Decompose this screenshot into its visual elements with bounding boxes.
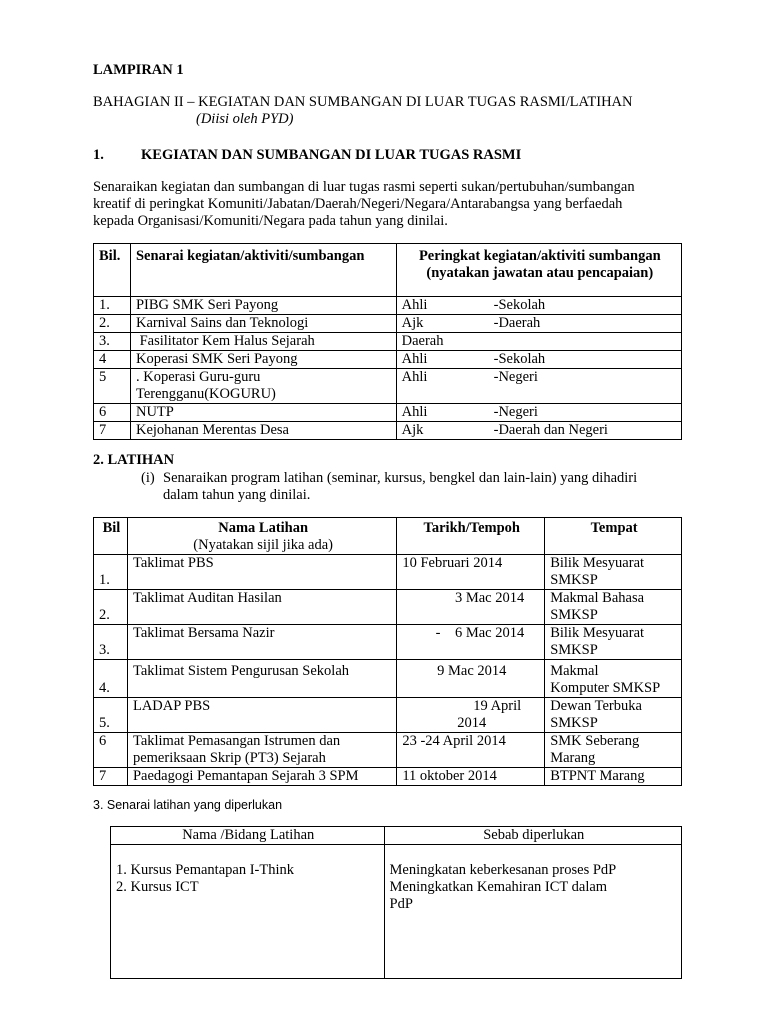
cell-jawatan: Ajk <box>401 315 424 331</box>
cell-bil: 7 <box>94 768 128 786</box>
cell-peringkat <box>396 422 681 440</box>
cell-bil: 2. <box>94 590 128 625</box>
header-sebab: Sebab diperlukan <box>384 827 682 845</box>
cell-nama: Taklimat PBS <box>127 555 396 590</box>
cell-jawatan: Ahli <box>401 351 428 367</box>
cell-nama-line: 1. Kursus Pemantapan I-Think <box>116 862 294 878</box>
table-row <box>111 845 682 979</box>
header-nama <box>127 518 396 555</box>
training-table <box>93 517 682 786</box>
cell-senarai: Koperasi SMK Seri Payong <box>130 351 396 369</box>
header-nama-bidang: Nama /Bidang Latihan <box>111 827 385 845</box>
cell-tempat-line: Bilik Mesyuarat <box>550 555 645 571</box>
cell-tempat <box>545 698 682 733</box>
table-row <box>94 422 682 440</box>
cell-bil: 7 <box>94 422 131 440</box>
cell-tempat-line: Makmal Bahasa <box>550 590 645 606</box>
section1-number: 1. <box>93 147 104 163</box>
cell-tarikh: 9 Mac 2014 <box>397 660 545 698</box>
cell-peringkat <box>396 351 681 369</box>
cell-tarikh-line: 2014 <box>457 715 487 731</box>
cell-nama-line: 2. Kursus ICT <box>116 879 199 895</box>
table-row <box>94 351 682 369</box>
cell-tempat-line: SMKSP <box>550 715 598 731</box>
cell-level: -Daerah dan Negeri <box>493 422 608 438</box>
cell-senarai <box>130 369 396 404</box>
table-row <box>94 333 682 351</box>
cell-senarai: NUTP <box>130 404 396 422</box>
para-line: Senaraikan kegiatan dan sumbangan di luar tugas rasmi seperti sukan/pertubuhan/sumbangan <box>93 179 635 195</box>
cell-bil: 1. <box>94 297 131 315</box>
cell-level: -Negeri <box>493 369 538 385</box>
lampiran-heading: LAMPIRAN 1 <box>93 62 184 78</box>
cell-tempat-line: SMKSP <box>550 642 598 658</box>
cell-level: -Daerah <box>493 315 541 331</box>
cell-tempat-line: Bilik Mesyuarat <box>550 625 645 641</box>
cell-sebab-line: Meningkatan keberkesanan proses PdP <box>389 862 617 878</box>
cell-tarikh-line: 19 April <box>473 698 522 714</box>
para-line: kreatif di peringkat Komuniti/Jabatan/Daerah/Negeri/Negara/Antarabangsa yang berfaedah <box>93 196 623 212</box>
cell-tempat-line: Marang <box>550 750 596 766</box>
section2-item-number: (i) <box>141 470 155 486</box>
section1-paragraph <box>93 179 733 230</box>
cell-bil: 5 <box>94 369 131 404</box>
table-row <box>94 555 682 590</box>
cell-tempat-line: Makmal <box>550 663 599 679</box>
diisi-note: (Diisi oleh PYD) <box>196 111 294 127</box>
section2-item-text <box>163 470 703 504</box>
bahagian-heading: BAHAGIAN II – KEGIATAN DAN SUMBANGAN DI LUAR TUGAS RASMI/LATIHAN <box>93 94 633 110</box>
cell-level: -Sekolah <box>493 351 546 367</box>
table-row <box>94 590 682 625</box>
table-row <box>94 698 682 733</box>
cell-sebab-line: Meningkatkan Kemahiran ICT dalam <box>389 879 608 895</box>
cell-tarikh: - 6 Mac 2014 <box>397 625 545 660</box>
cell-nama: Paedagogi Pemantapan Sejarah 3 SPM <box>127 768 396 786</box>
table-row <box>94 625 682 660</box>
cell-tempat-line: Dewan Terbuka <box>550 698 642 714</box>
table-row <box>94 404 682 422</box>
header-nama-line1: Nama Latihan <box>218 520 309 536</box>
activities-table <box>93 243 682 440</box>
para-line: dalam tahun yang dinilai. <box>163 487 311 503</box>
header-bil: Bil. <box>94 244 131 297</box>
cell-bil: 2. <box>94 315 131 333</box>
cell-jawatan: Ahli <box>401 297 428 313</box>
cell-peringkat <box>396 333 681 351</box>
cell-tempat-line: SMKSP <box>550 572 598 588</box>
table-row <box>94 768 682 786</box>
cell-jawatan: Ahli <box>401 404 428 420</box>
cell-tempat <box>545 660 682 698</box>
cell-nama-line: pemeriksaan Skrip (PT3) Sejarah <box>132 750 326 766</box>
header-peringkat-line1: Peringkat kegiatan/aktiviti sumbangan <box>418 248 661 264</box>
cell-bil: 1. <box>94 555 128 590</box>
cell-nama: Taklimat Bersama Nazir <box>127 625 396 660</box>
cell-nama-line: Taklimat Pemasangan Istrumen dan <box>132 733 341 749</box>
table-header-row <box>94 518 682 555</box>
cell-tarikh: 3 Mac 2014 <box>397 590 545 625</box>
table-row <box>94 733 682 768</box>
table-header-row <box>111 827 682 845</box>
cell-sebab-line: PdP <box>389 896 413 912</box>
section1-title: KEGIATAN DAN SUMBANGAN DI LUAR TUGAS RASMI <box>141 147 522 163</box>
cell-tempat-line: Komputer SMKSP <box>550 680 661 696</box>
cell-tempat <box>545 555 682 590</box>
table-row <box>94 369 682 404</box>
cell-nama <box>127 733 396 768</box>
header-bil: Bil <box>94 518 128 555</box>
cell-jawatan: Ahli <box>401 369 428 385</box>
cell-bil: 6 <box>94 733 128 768</box>
cell-nama: Taklimat Sistem Pengurusan Sekolah <box>127 660 396 698</box>
cell-jawatan: Daerah <box>401 333 444 349</box>
cell-bil: 5. <box>94 698 128 733</box>
header-senarai: Senarai kegiatan/aktiviti/sumbangan <box>130 244 396 297</box>
cell-senarai: Kejohanan Merentas Desa <box>130 422 396 440</box>
table-header-row <box>94 244 682 297</box>
cell-peringkat <box>396 369 681 404</box>
header-peringkat <box>396 244 681 297</box>
cell-senarai: Karnival Sains dan Teknologi <box>130 315 396 333</box>
cell-tarikh: 23 -24 April 2014 <box>397 733 545 768</box>
cell-sebab <box>384 845 682 979</box>
cell-senarai: Fasilitator Kem Halus Sejarah <box>130 333 396 351</box>
cell-nama: Taklimat Auditan Hasilan <box>127 590 396 625</box>
cell-senarai-line: . Koperasi Guru-guru <box>135 369 261 385</box>
table-row <box>94 315 682 333</box>
cell-bil: 3. <box>94 625 128 660</box>
cell-nama: LADAP PBS <box>127 698 396 733</box>
cell-tarikh <box>397 698 545 733</box>
cell-bil: 6 <box>94 404 131 422</box>
table-row <box>94 660 682 698</box>
cell-bil: 4 <box>94 351 131 369</box>
cell-level: -Negeri <box>493 404 538 420</box>
para-line: kepada Organisasi/Komuniti/Negara pada tahun yang dinilai. <box>93 213 448 229</box>
required-training-table <box>110 826 682 979</box>
cell-bil: 4. <box>94 660 128 698</box>
cell-peringkat <box>396 297 681 315</box>
cell-tempat <box>545 625 682 660</box>
table-row <box>94 297 682 315</box>
cell-nama-bidang <box>111 845 385 979</box>
cell-tempat: BTPNT Marang <box>545 768 682 786</box>
header-tempat: Tempat <box>545 518 682 555</box>
cell-tarikh: 10 Februari 2014 <box>397 555 545 590</box>
cell-senarai-line: Terengganu(KOGURU) <box>135 386 276 402</box>
cell-peringkat <box>396 315 681 333</box>
section2-title: 2. LATIHAN <box>93 452 175 468</box>
cell-jawatan: Ajk <box>401 422 424 438</box>
header-tarikh: Tarikh/Tempoh <box>397 518 545 555</box>
cell-tempat <box>545 590 682 625</box>
cell-senarai: PIBG SMK Seri Payong <box>130 297 396 315</box>
cell-bil: 3. <box>94 333 131 351</box>
cell-tempat-line: SMK Seberang <box>550 733 640 749</box>
header-peringkat-line2: (nyatakan jawatan atau pencapaian) <box>426 265 654 281</box>
cell-tempat-line: SMKSP <box>550 607 598 623</box>
cell-level: -Sekolah <box>493 297 546 313</box>
cell-peringkat <box>396 404 681 422</box>
cell-tarikh: 11 oktober 2014 <box>397 768 545 786</box>
para-line: Senaraikan program latihan (seminar, kursus, bengkel dan lain-lain) yang dihadiri <box>163 470 638 486</box>
cell-tempat <box>545 733 682 768</box>
section3-title: 3. Senarai latihan yang diperlukan <box>93 798 283 812</box>
header-nama-line2: (Nyatakan sijil jika ada) <box>193 537 333 553</box>
